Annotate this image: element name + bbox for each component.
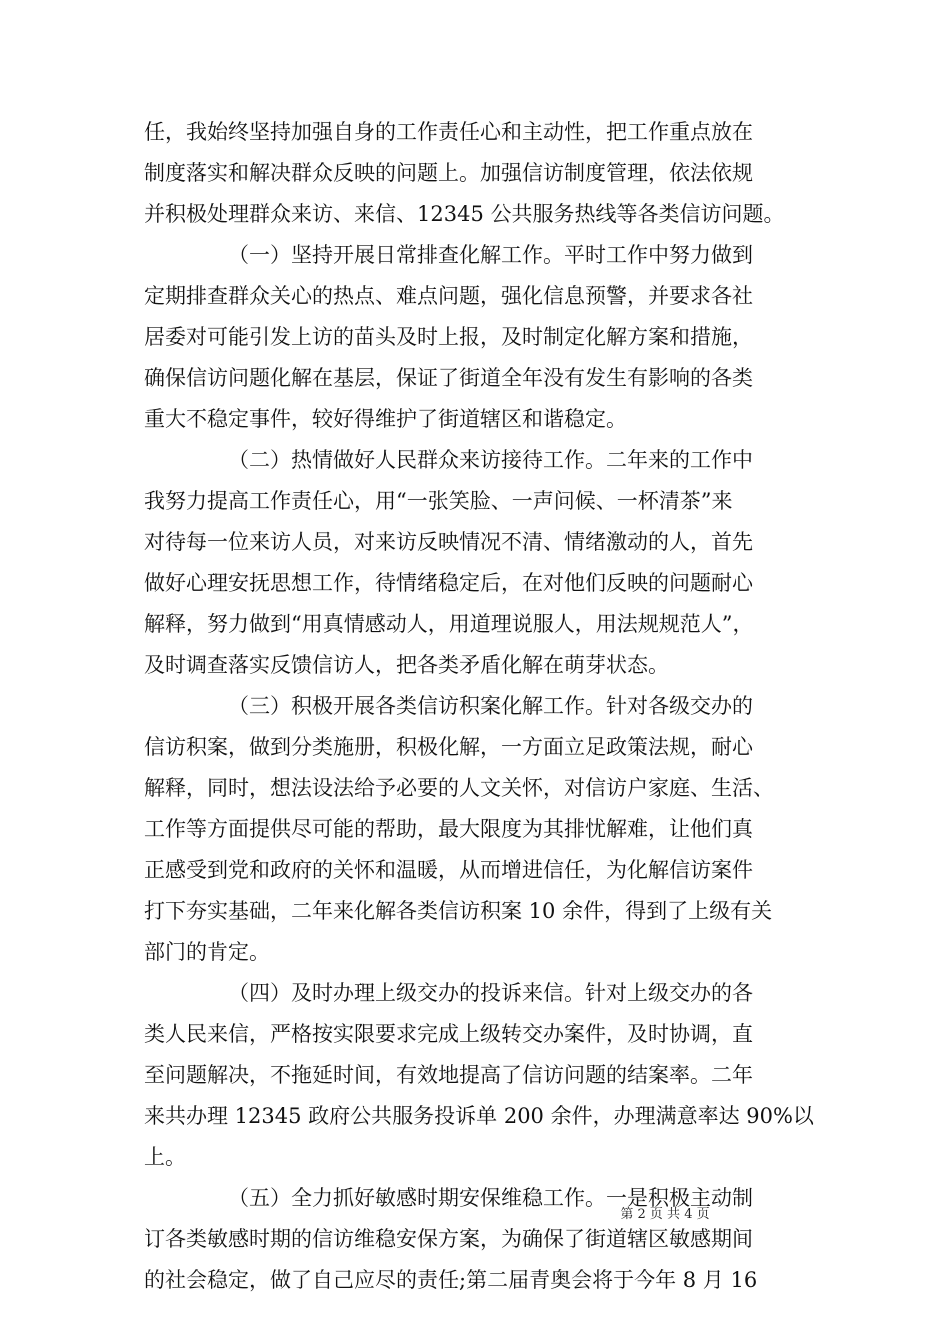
text-line: 类人民来信，严格按实限要求完成上级转交办案件，及时协调，直: [144, 1022, 753, 1046]
text-line: 正感受到党和政府的关怀和温暖，从而增进信任，为化解信访案件: [144, 858, 753, 882]
text-line: （一）坚持开展日常排查化解工作。平时工作中努力做到: [228, 243, 753, 267]
text-line: 订各类敏感时期的信访维稳安保方案，为确保了街道辖区敏感期间: [144, 1227, 753, 1251]
text-line: 重大不稳定事件，较好得维护了街道辖区和谐稳定。: [144, 407, 627, 431]
text-line: （四）及时办理上级交办的投诉来信。针对上级交办的各: [228, 981, 753, 1005]
text-line: 居委对可能引发上访的苗头及时上报，及时制定化解方案和措施，: [144, 325, 753, 349]
text-line: 解释，努力做到“用真情感动人，用道理说服人，用法规规范人”，: [144, 612, 754, 636]
text-line: 部门的肯定。: [144, 940, 270, 964]
text-line: 我努力提高工作责任心，用“一张笑脸、一声问候、一杯清茶”来: [144, 489, 733, 513]
text-line: （二）热情做好人民群众来访接待工作。二年来的工作中: [228, 448, 753, 472]
paragraph: [144, 686, 809, 973]
text-line: 及时调查落实反馈信访人，把各类矛盾化解在萌芽状态。: [144, 653, 669, 677]
paragraph: [144, 112, 809, 235]
text-line: 并积极处理群众来访、来信、12345 公共服务热线等各类信访问题。: [144, 202, 785, 226]
text-line: 工作等方面提供尽可能的帮助，最大限度为其排忧解难，让他们真: [144, 817, 753, 841]
text-line: 任，我始终坚持加强自身的工作责任心和主动性，把工作重点放在: [144, 120, 753, 144]
text-line: 确保信访问题化解在基层，保证了街道全年没有发生有影响的各类: [144, 366, 753, 390]
text-line: 对待每一位来访人员，对来访反映情况不清、情绪激动的人，首先: [144, 530, 753, 554]
paragraph: [144, 440, 809, 686]
page-footer: [0, 1203, 950, 1222]
paragraph: [144, 973, 814, 1178]
text-line: 定期排查群众关心的热点、难点问题，强化信息预警，并要求各社: [144, 284, 753, 308]
text-line: 解释，同时，想法设法给予必要的人文关怀，对信访户家庭、生活、: [144, 776, 774, 800]
text-line: 的社会稳定，做了自己应尽的责任;第二届青奥会将于今年 8 月 16: [144, 1268, 758, 1292]
text-line: 来共办理 12345 政府公共服务投诉单 200 余件，办理满意率达 90%以: [144, 1104, 814, 1128]
body-text: [144, 112, 814, 1301]
text-line: 制度落实和解决群众反映的问题上。加强信访制度管理，依法依规: [144, 161, 753, 185]
text-line: 信访积案，做到分类施册，积极化解，一方面立足政策法规，耐心: [144, 735, 753, 759]
text-line: （三）积极开展各类信访积案化解工作。针对各级交办的: [228, 694, 753, 718]
paragraph: [144, 235, 809, 440]
text-line: 至问题解决，不拖延时间，有效地提高了信访问题的结案率。二年: [144, 1063, 753, 1087]
text-line: 打下夯实基础，二年来化解各类信访积案 10 余件，得到了上级有关: [144, 899, 773, 923]
paragraph: [144, 1178, 809, 1301]
text-line: 做好心理安抚思想工作，待情绪稳定后，在对他们反映的问题耐心: [144, 571, 753, 595]
page-number: 第 2 页 共 4 页: [620, 1207, 710, 1222]
text-line: （五）全力抓好敏感时期安保维稳工作。一是积极主动制: [228, 1186, 753, 1210]
text-line: 上。: [144, 1145, 186, 1169]
